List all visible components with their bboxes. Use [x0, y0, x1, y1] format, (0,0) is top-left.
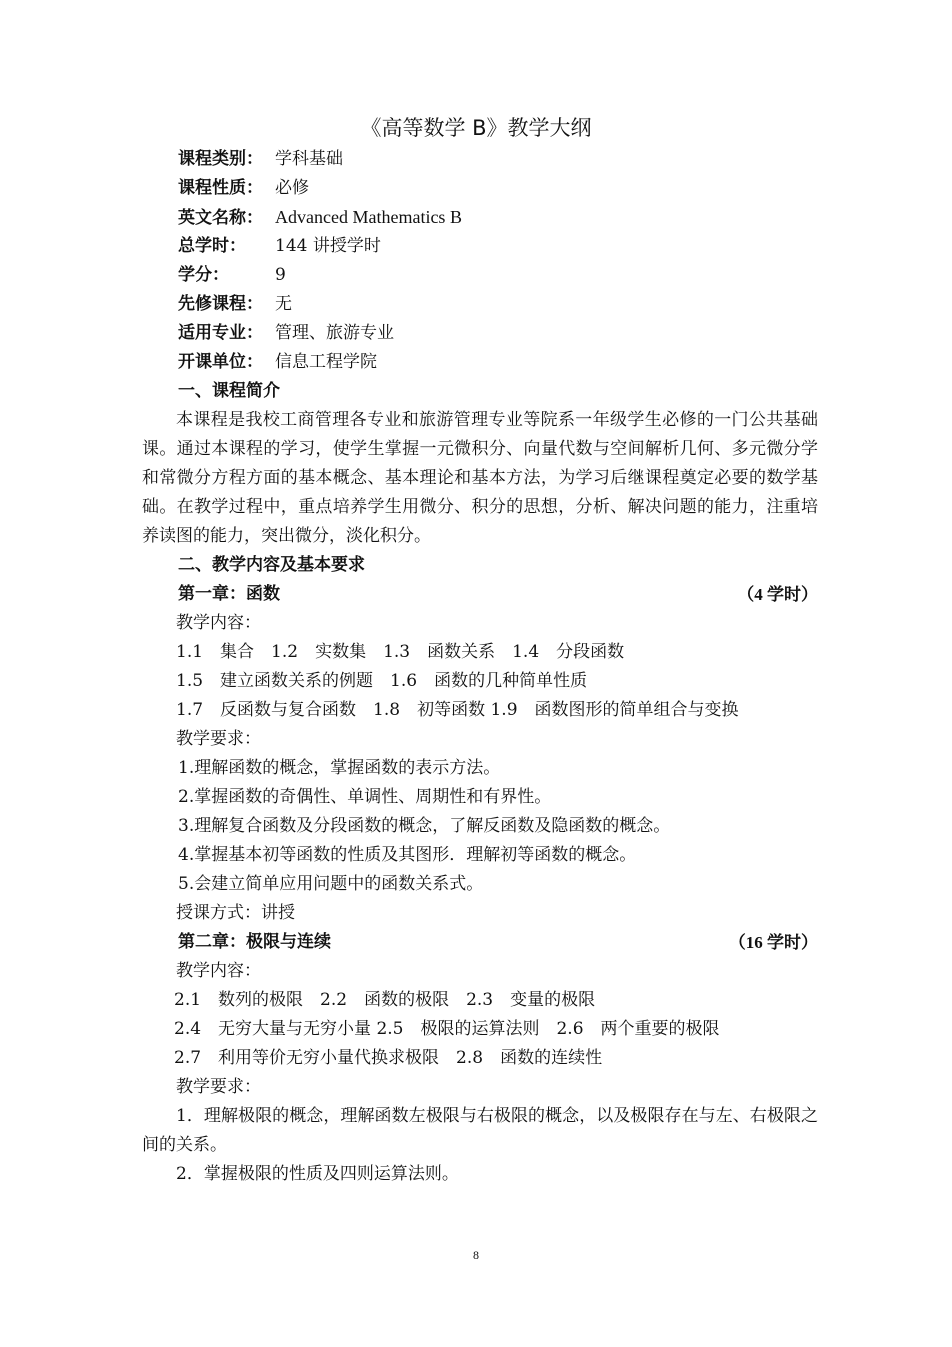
- chapter-title: 第一章：函数: [178, 584, 280, 604]
- applicable-majors: [178, 319, 462, 348]
- chapter-hours: （16 学时）: [728, 933, 818, 952]
- total-hours: [178, 232, 462, 261]
- meta-value: 学科基础: [275, 149, 343, 169]
- course-category: [178, 145, 462, 174]
- chapter-1-heading: [178, 580, 818, 609]
- english-name: [178, 203, 462, 232]
- course-nature: [178, 174, 462, 203]
- meta-value: 必修: [275, 178, 309, 198]
- prerequisites: [178, 290, 462, 319]
- section-heading-content: 二、教学内容及基本要求: [178, 555, 365, 575]
- content-line: 1.5 建立函数关系的例题 1.6 函数的几种简单性质: [176, 671, 588, 691]
- content-line: 2.1 数列的极限 2.2 函数的极限 2.3 变量的极限: [174, 990, 596, 1010]
- content-label: 教学内容：: [176, 961, 261, 981]
- teaching-method: 授课方式：讲授: [176, 903, 295, 923]
- content-line: 1.1 集合 1.2 实数集 1.3 函数关系 1.4 分段函数: [176, 642, 625, 662]
- credits: [178, 261, 462, 290]
- course-info: [178, 145, 462, 377]
- meta-label: 先修课程：: [178, 294, 263, 314]
- meta-label: 课程类别：: [178, 149, 263, 169]
- requirements-label: 教学要求：: [176, 729, 261, 749]
- meta-value: Advanced Mathematics B: [275, 207, 462, 227]
- chapter-title: 第二章：极限与连续: [178, 932, 331, 952]
- content-line: 1.7 反函数与复合函数 1.8 初等函数 1.9 函数图形的简单组合与变换: [176, 700, 739, 720]
- content-line: 2.4 无穷大量与无穷小量 2.5 极限的运算法则 2.6 两个重要的极限: [174, 1019, 720, 1039]
- content-line: 2.7 利用等价无穷小量代换求极限 2.8 函数的连续性: [174, 1048, 603, 1068]
- meta-value: 无: [275, 294, 292, 314]
- requirement-item: 3.理解复合函数及分段函数的概念，了解反函数及隐函数的概念。: [178, 816, 671, 836]
- page-number: 8: [473, 1248, 479, 1262]
- meta-label: 适用专业：: [178, 323, 263, 343]
- meta-value: 信息工程学院: [275, 352, 377, 372]
- meta-value: 9: [275, 265, 286, 285]
- requirement-item: 1.理解函数的概念，掌握函数的表示方法。: [178, 758, 501, 778]
- meta-label: 开课单位：: [178, 352, 263, 372]
- chapter-2-heading: [178, 928, 818, 957]
- meta-label: 学分：: [178, 265, 229, 285]
- content-label: 教学内容：: [176, 613, 261, 633]
- requirements-label: 教学要求：: [176, 1077, 261, 1097]
- meta-label: 英文名称：: [178, 208, 263, 228]
- requirement-item: 5.会建立简单应用问题中的函数关系式。: [178, 874, 484, 894]
- meta-label: 总学时：: [178, 236, 246, 256]
- document-title: 《高等数学 B》教学大纲: [360, 116, 592, 140]
- meta-value: 144 讲授学时: [275, 236, 381, 256]
- requirement-item: 2．掌握极限的性质及四则运算法则。: [176, 1164, 459, 1184]
- meta-value: 管理、旅游专业: [275, 323, 394, 343]
- requirement-item: 4.掌握基本初等函数的性质及其图形．理解初等函数的概念。: [178, 845, 637, 865]
- requirement-item: 2.掌握函数的奇偶性、单调性、周期性和有界性。: [178, 787, 552, 807]
- course-intro-paragraph: 本课程是我校工商管理各专业和旅游管理专业等院系一年级学生必修的一门公共基础课。通过本课程的学习，使学生掌握一元微积分、向量代数与空间解析几何、多元微分学和常微分方程方面的基本概念、基本理论和基本方法，为学习后继课程奠定必要的数学基础。在教学过程中，重点培养学生用微分、积分的思想，分析、解决问题的能力，注重培养读图的能力，突出微分，淡化积分。: [142, 410, 818, 546]
- section-heading-intro: 一、课程简介: [178, 381, 280, 401]
- offering-unit: [178, 348, 462, 377]
- requirement-item: 1．理解极限的概念，理解函数左极限与右极限的概念，以及极限存在与左、右极限之间的关系。: [142, 1106, 818, 1155]
- chapter-hours: （4 学时）: [737, 585, 818, 604]
- meta-label: 课程性质：: [178, 178, 263, 198]
